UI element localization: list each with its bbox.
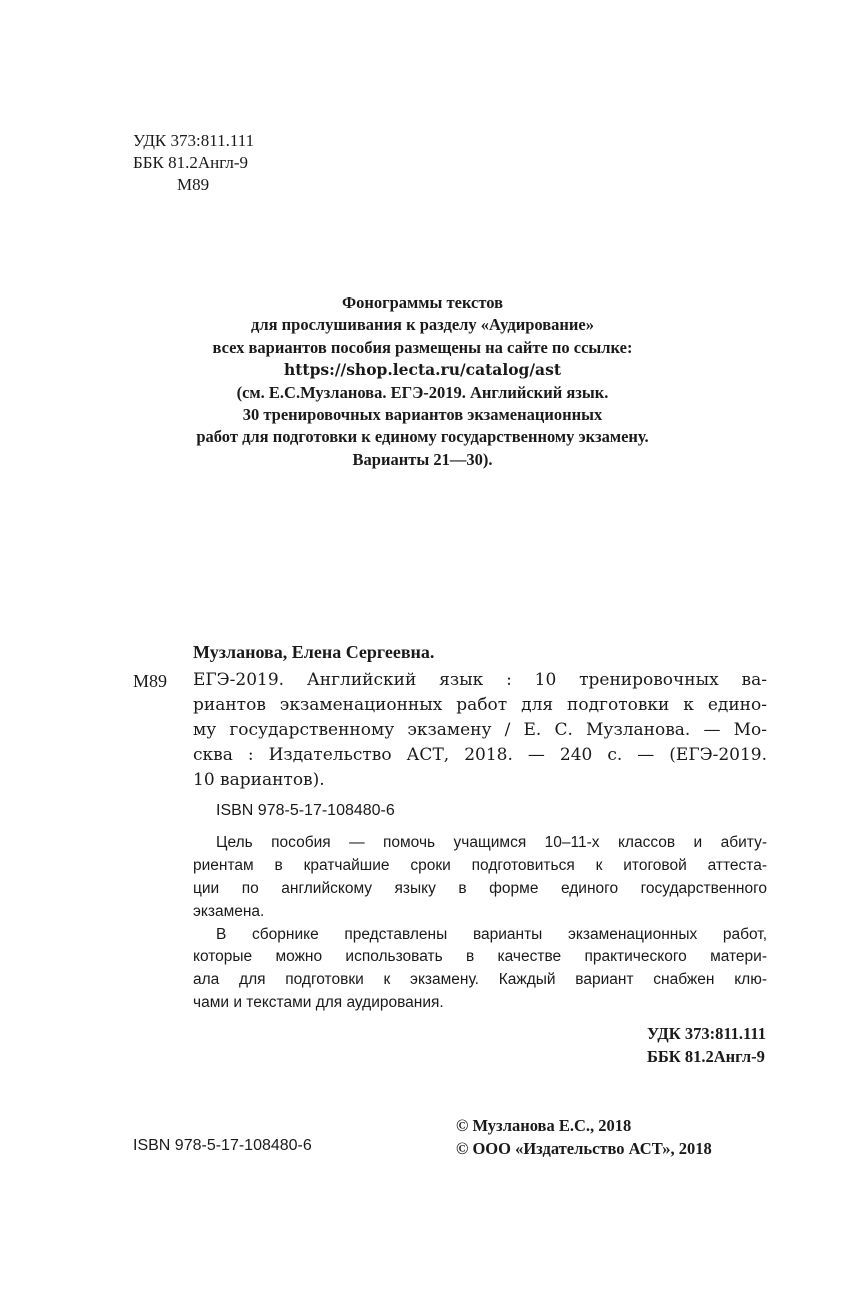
biblio-line: му государственному экзамену / Е. С. Музланова. — Мо-	[193, 720, 767, 740]
bibliographic-description	[193, 668, 767, 793]
notice-line: (см. Е.С.Музланова. ЕГЭ-2019. Английский язык.	[236, 382, 609, 402]
annotation-line: экзамена.	[193, 902, 265, 920]
annotation-line: которые можно использовать в качестве практического матери-	[193, 948, 767, 966]
top-classification-block	[133, 130, 254, 196]
annotation-line: ала для подготовки к экзамену. Каждый вариант снабжен клю-	[193, 971, 767, 989]
biblio-line: риантов экзаменационных работ для подготовки к едино-	[193, 695, 767, 715]
record-author: Музланова, Елена Сергеевна.	[193, 642, 435, 662]
annotation	[193, 832, 767, 1015]
notice-url-link[interactable]: https://shop.lecta.ru/catalog/ast	[284, 360, 561, 380]
annotation-line: Цель пособия — помочь учащимся 10–11-х классов и абиту-	[216, 834, 767, 851]
top-udk-code: УДК 373:811.111	[133, 131, 255, 150]
record-classification-codes	[647, 1022, 766, 1068]
copyright-block	[456, 1114, 712, 1160]
notice-line: для прослушивания к разделу «Аудирование»	[251, 315, 594, 335]
record-udk-code: УДК 373:811.111	[646, 1024, 766, 1043]
notice-line: 30 тренировочных вариантов экзаменационных	[242, 405, 603, 425]
footer-isbn: ISBN 978-5-17-108480-6	[133, 1137, 312, 1154]
annotation-line: чами и текстами для аудирования.	[193, 994, 444, 1012]
notice-line: работ для подготовки к единому государственному экзамену.	[196, 427, 649, 447]
annotation-line: ции по английскому языку в форме единого государственного	[193, 879, 767, 897]
annotation-line: риентам в кратчайшие сроки подготовиться к итоговой аттеста-	[193, 856, 767, 874]
notice-line: всех вариантов пособия размещены на сайте по ссылке:	[212, 337, 633, 357]
notice-line: Варианты 21—30).	[352, 449, 493, 469]
record-author-mark: М89	[133, 671, 168, 691]
biblio-line: ЕГЭ-2019. Английский язык : 10 тренировочных ва-	[193, 670, 767, 690]
record-isbn: ISBN 978-5-17-108480-6	[216, 802, 395, 819]
top-author-mark: М89	[177, 175, 210, 194]
biblio-line: 10 вариантов).	[193, 770, 325, 790]
notice-line: Фонограммы текстов	[341, 293, 504, 312]
record-bbk-code: ББК 81.2Англ-9	[646, 1047, 765, 1066]
phonogram-notice	[0, 292, 845, 471]
biblio-line: сква : Издательство АСТ, 2018. — 240 с. — (ЕГЭ-2019.	[193, 745, 767, 765]
annotation-line: В сборнике представлены варианты экзаменационных работ,	[216, 925, 767, 943]
copyright-author: © Музланова Е.С., 2018	[456, 1116, 632, 1135]
top-bbk-code: ББК 81.2Англ-9	[133, 153, 248, 172]
copyright-publisher: © ООО «Издательство АСТ», 2018	[456, 1139, 712, 1158]
